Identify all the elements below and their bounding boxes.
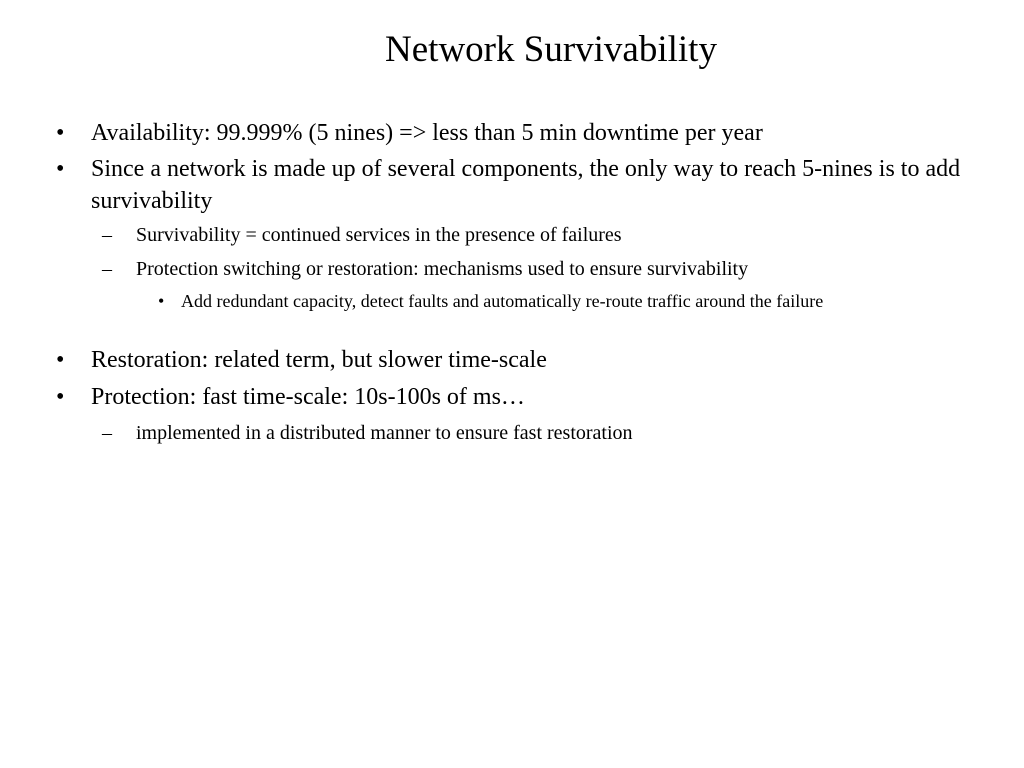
dash-marker: – [102, 224, 112, 246]
dash-marker: – [102, 422, 112, 444]
bullet-text: Since a network is made up of several components, the only way to reach 5-nines is to add survivability [91, 156, 961, 214]
bullet-marker: • [56, 384, 65, 410]
bullet-marker: • [56, 120, 65, 146]
bullet-text: Restoration: related term, but slower time-scale [91, 347, 547, 373]
sub-item-text: implemented in a distributed manner to ensure fast restoration [136, 422, 633, 444]
bullet-text: Availability: 99.999% (5 nines) => less than 5 min downtime per year [91, 120, 763, 146]
bullet-marker: • [56, 156, 65, 182]
bullet-marker: • [56, 347, 65, 373]
sub-item-text: Protection switching or restoration: mechanisms used to ensure survivability [136, 258, 749, 280]
bullet-marker: • [158, 291, 165, 311]
dash-marker: – [102, 258, 112, 280]
slide-title: Network Survivability [385, 29, 717, 70]
bullet-text: Protection: fast time-scale: 10s-100s of ms… [91, 384, 525, 410]
sub-item-text: Survivability = continued services in the presence of failures [136, 224, 622, 246]
sub-sub-item-text: Add redundant capacity, detect faults and automatically re-route traffic around the failure [181, 291, 824, 311]
